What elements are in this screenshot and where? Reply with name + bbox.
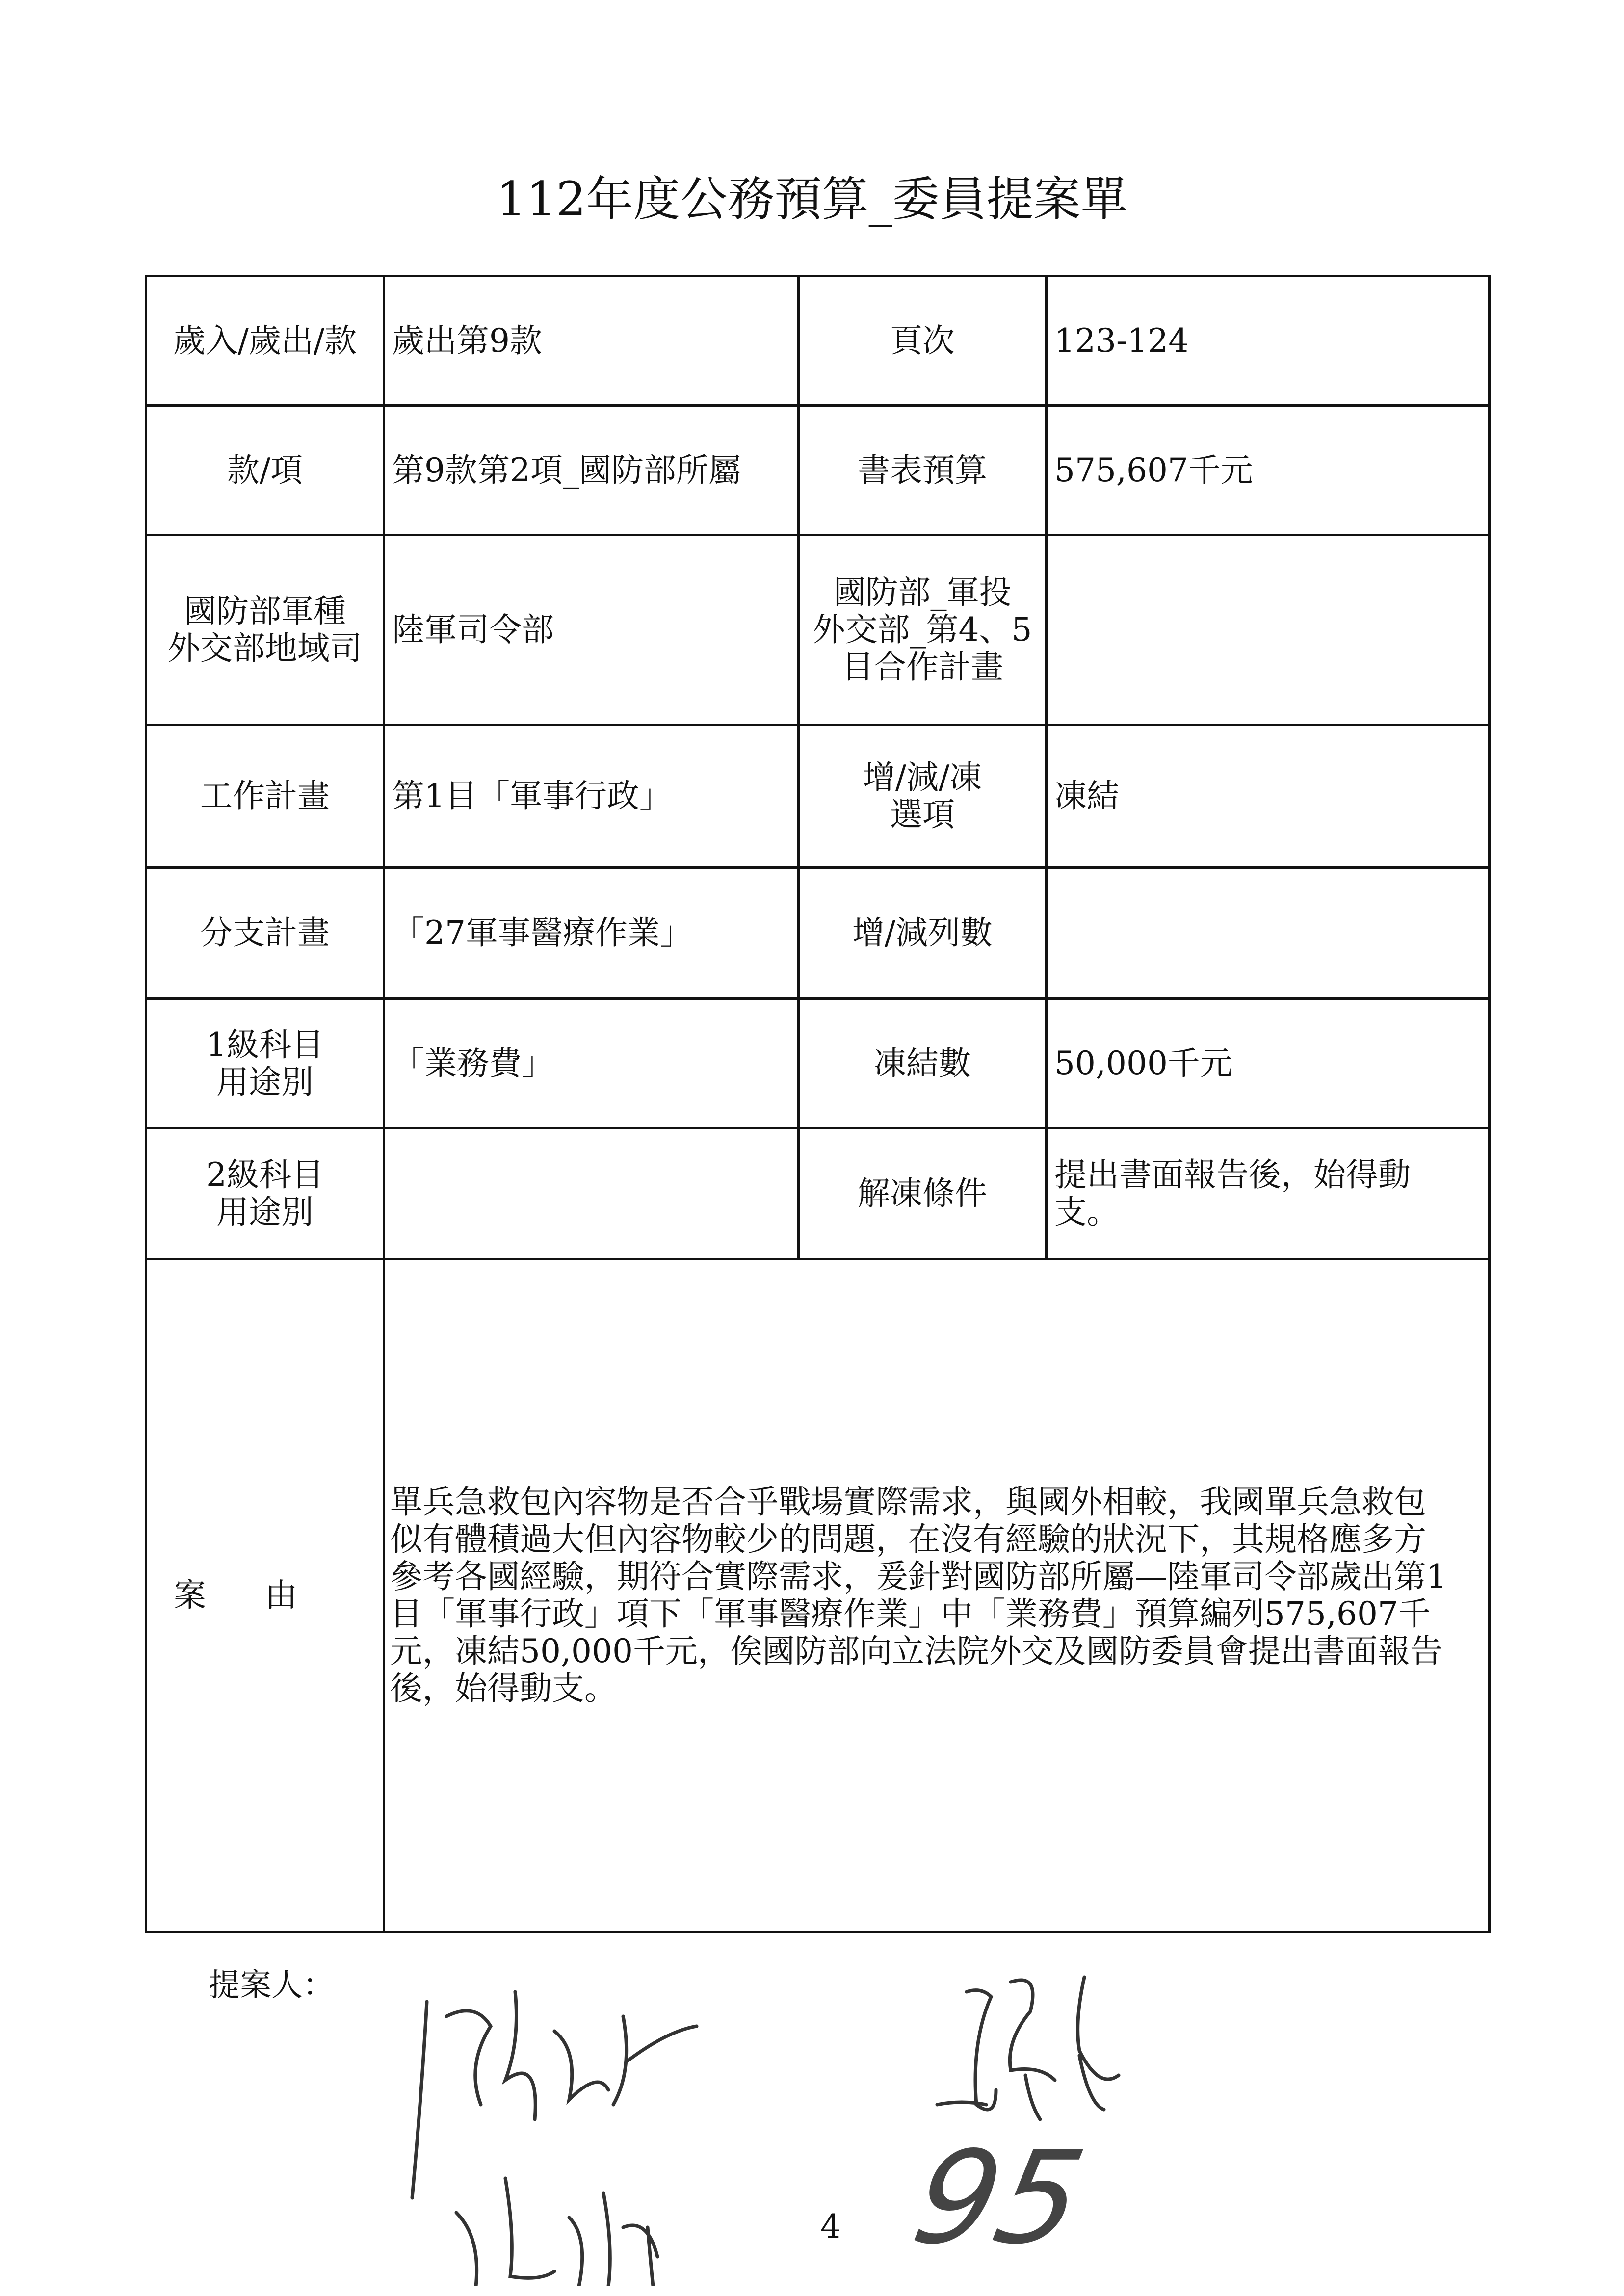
field-value: 50,000千元 — [1047, 999, 1490, 1128]
document-title: 112年度公務預算_委員提案單 — [496, 172, 1128, 227]
reason-text — [384, 1259, 1490, 1932]
field-label: 增/減列數 — [799, 868, 1047, 999]
form-row — [146, 276, 1490, 406]
field-label: 2級科目 用途別 — [146, 1128, 384, 1259]
reason-row — [146, 1259, 1490, 1932]
field-value: 凍結 — [1047, 725, 1490, 868]
form-row — [146, 406, 1490, 535]
form-row — [146, 1128, 1490, 1259]
form-row — [146, 725, 1490, 868]
field-label: 增/減/凍 選項 — [799, 725, 1047, 868]
field-value: 第1目「軍事行政」 — [384, 725, 799, 868]
field-label: 國防部軍種 外交部地域司 — [146, 535, 384, 725]
field-value: 「業務費」 — [384, 999, 799, 1128]
handwritten-note: 95 — [901, 2124, 1096, 2272]
field-value: 575,607千元 — [1047, 406, 1490, 535]
field-value: 123-124 — [1047, 276, 1490, 406]
field-value: 「27軍事醫療作業」 — [384, 868, 799, 999]
field-label: 凍結數 — [799, 999, 1047, 1128]
field-label: 書表預算 — [799, 406, 1047, 535]
signature-1 — [412, 1992, 697, 2198]
signature-2 — [456, 2178, 657, 2286]
form-row — [146, 868, 1490, 999]
proposer-label: 提案人： — [209, 1967, 334, 2004]
field-value: 第9款第2項_國防部所屬 — [384, 406, 799, 535]
proposal-form-table — [145, 275, 1491, 1933]
reason-line: 後，始得動支。 — [390, 1669, 617, 1707]
field-value — [1047, 868, 1490, 999]
field-label: 解凍條件 — [799, 1128, 1047, 1259]
field-label: 國防部_軍投 外交部_第4、5 目合作計畫 — [799, 535, 1047, 725]
signature-3 — [937, 1977, 1119, 2119]
field-label: 款/項 — [146, 406, 384, 535]
handwritten-signatures — [393, 1943, 1227, 2286]
field-value — [384, 1128, 799, 1259]
reason-line: 元，凍結50,000千元，俟國防部向立法院外交及國防委員會提出書面報告 — [390, 1632, 1442, 1670]
reason-line: 似有體積過大但內容物較少的問題，在沒有經驗的狀況下，其規格應多方 — [390, 1520, 1426, 1559]
reason-line: 參考各國經驗，期符合實際需求，爰針對國防部所屬—陸軍司令部歲出第1 — [390, 1558, 1447, 1596]
reason-line: 單兵急救包內容物是否合乎戰場實際需求，與國外相較，我國單兵急救包 — [390, 1483, 1426, 1521]
reason-line: 目「軍事行政」項下「軍事醫療作業」中「業務費」預算編列575,607千 — [390, 1595, 1431, 1633]
reason-label: 案由 — [146, 1259, 384, 1932]
field-value: 陸軍司令部 — [384, 535, 799, 725]
field-value — [1047, 535, 1490, 725]
field-label: 1級科目 用途別 — [146, 999, 384, 1128]
field-value: 提出書面報告後，始得動 支。 — [1047, 1128, 1490, 1259]
field-label: 工作計畫 — [146, 725, 384, 868]
field-value: 歲出第9款 — [384, 276, 799, 406]
field-label: 分支計畫 — [146, 868, 384, 999]
field-label: 頁次 — [799, 276, 1047, 406]
form-row — [146, 999, 1490, 1128]
field-label: 歲入/歲出/款 — [146, 276, 384, 406]
page-number: 4 — [820, 2208, 841, 2245]
form-row — [146, 535, 1490, 725]
